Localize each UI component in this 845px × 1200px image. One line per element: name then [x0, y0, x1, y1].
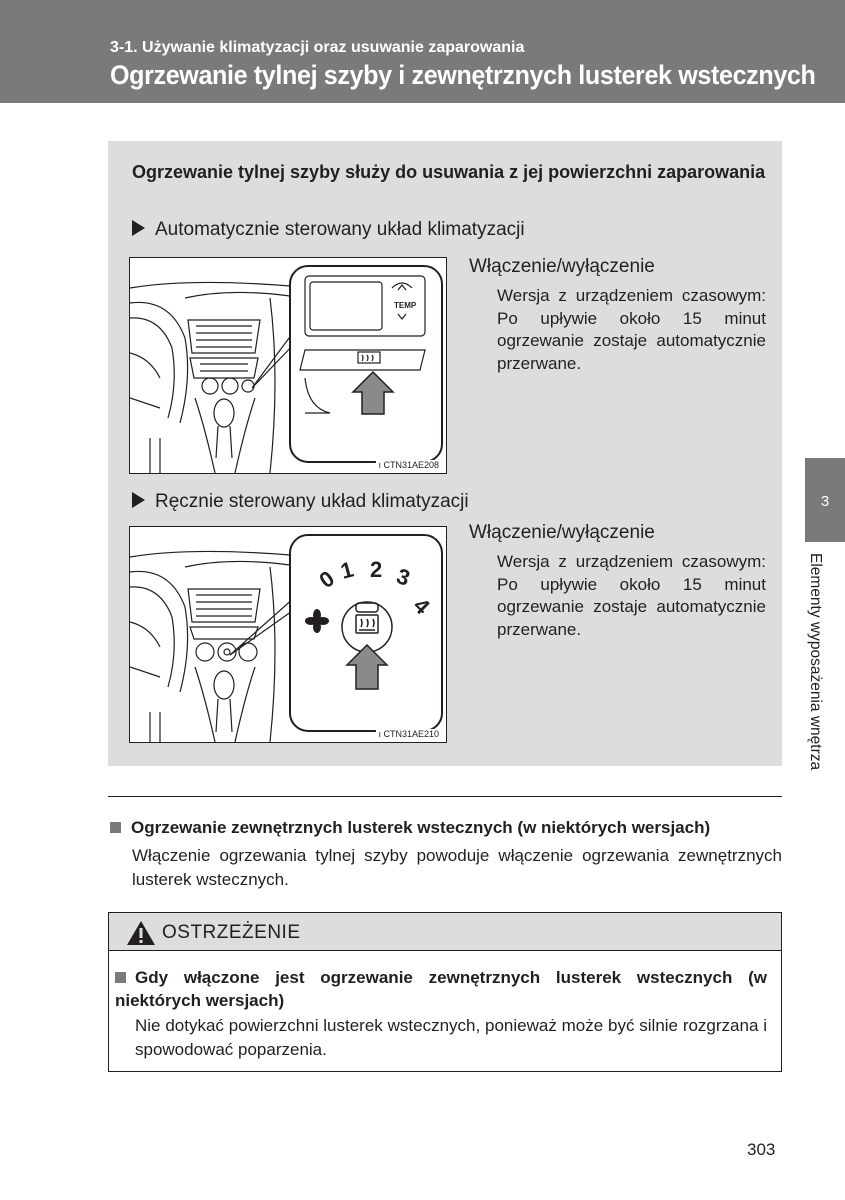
- note-heading: Ogrzewanie zewnętrznych lusterek wstecznych (w niektórych wersjach): [110, 818, 710, 838]
- dial-number: 1: [337, 556, 357, 584]
- warning-title: OSTRZEŻENIE: [162, 922, 301, 943]
- dial-number: 0: [314, 565, 339, 594]
- switch-label-manual: Włączenie/wyłączenie: [469, 522, 655, 543]
- section-subtitle: 3-1. Używanie klimatyzacji oraz usuwanie zaparowania: [110, 39, 525, 56]
- page-header: [0, 0, 845, 103]
- figure-code: ı CTN31AE210: [378, 729, 439, 739]
- figure-code: ı CTN31AE208: [378, 460, 439, 470]
- description-automatic: Wersja z urządzeniem czasowym: Po upływie około 15 minut ogrzewanie zostaje automatycznie przerwane.: [497, 286, 766, 373]
- chapter-title: Elementy wyposażenia wnętrza: [807, 553, 824, 771]
- dial-number: 4: [408, 592, 435, 620]
- dial-number: 3: [393, 563, 414, 591]
- dial-number: 2: [370, 557, 383, 582]
- warning-header: [109, 913, 781, 951]
- intro-text: Ogrzewanie tylnej szyby służy do usuwania z jej powierzchni zaparowania: [132, 162, 766, 182]
- square-bullet-icon: [115, 972, 126, 983]
- figure-manual-ac: [129, 526, 447, 743]
- divider: [108, 796, 782, 797]
- section-heading-automatic: Automatycznie sterowany układ klimatyzacji: [132, 219, 525, 241]
- page-title: Ogrzewanie tylnej szyby i zewnętrznych lusterek wstecznych: [110, 60, 816, 90]
- triangle-bullet-icon: [132, 492, 145, 508]
- warning-box: [108, 912, 782, 1072]
- chapter-tab: [805, 458, 845, 542]
- temp-label: TEMP: [394, 301, 417, 310]
- triangle-bullet-icon: [132, 220, 145, 236]
- warning-body: Nie dotykać powierzchni lusterek wstecznych, ponieważ może być silnie rozgrzana i spowodować poparzenia.: [135, 1016, 767, 1059]
- switch-label-automatic: Włączenie/wyłączenie: [469, 256, 655, 277]
- figure-automatic-ac: [129, 257, 447, 474]
- square-bullet-icon: [110, 822, 121, 833]
- section-heading-manual: Ręcznie sterowany układ klimatyzacji: [132, 491, 469, 513]
- dashboard-illustration: [130, 258, 447, 474]
- chapter-number: 3: [820, 493, 830, 510]
- warning-heading: Gdy włączone jest ogrzewanie zewnętrznych lusterek wstecznych (w niektórych wersjach): [115, 968, 767, 1010]
- warning-triangle-icon: [126, 920, 156, 946]
- page-number: 303: [747, 1140, 776, 1159]
- dashboard-illustration: [130, 527, 447, 743]
- description-manual: Wersja z urządzeniem czasowym: Po upływie około 15 minut ogrzewanie zostaje automatycznie przerwane.: [497, 552, 766, 639]
- note-body: Włączenie ogrzewania tylnej szyby powoduje włączenie ogrzewania zewnętrznych lusterek wstecznych.: [132, 846, 782, 889]
